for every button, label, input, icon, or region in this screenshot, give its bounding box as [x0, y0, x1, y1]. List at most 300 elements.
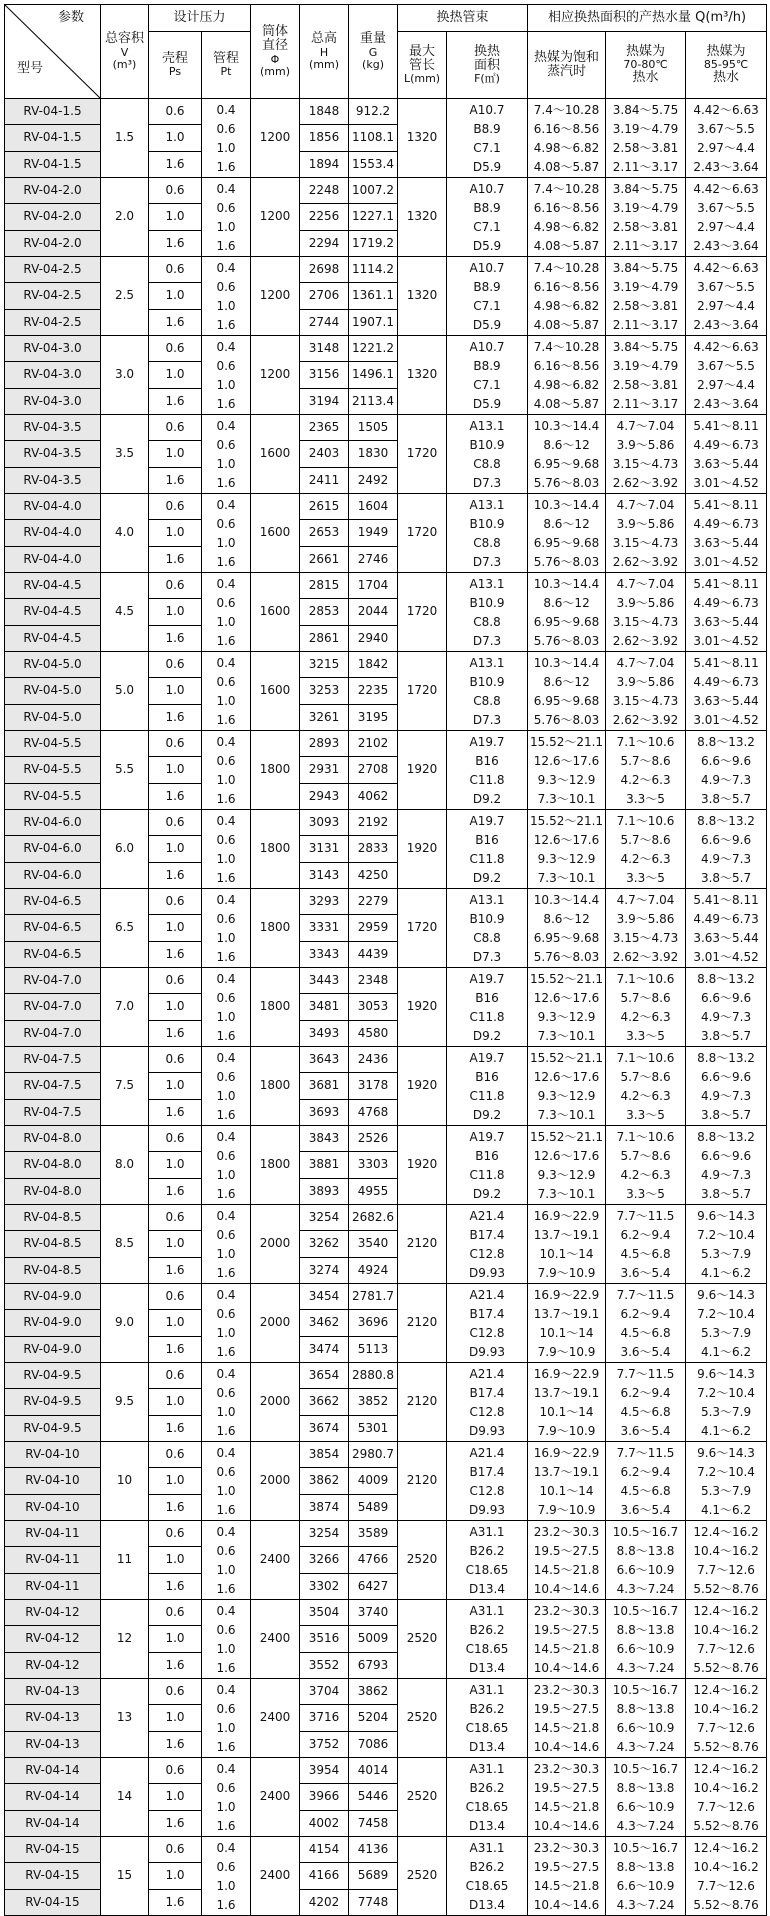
table-row [5, 257, 767, 283]
area-value: A13.1 [469, 497, 505, 512]
area-value: C8.8 [473, 930, 501, 945]
tube-pressure-value: 0.4 [216, 1445, 236, 1460]
area-value: D5.9 [472, 396, 502, 411]
area-cell [447, 257, 528, 336]
steam-output-cell [528, 1679, 606, 1758]
tube-pressure-value: 0.6 [216, 437, 236, 452]
area-cell [447, 731, 528, 810]
tube-pressure-value: 0.6 [216, 1543, 236, 1558]
model-cell: RV-04-4.0 [5, 494, 101, 520]
steam-output-cell [528, 1363, 606, 1442]
area-cell [447, 968, 528, 1047]
w2-value: 3.67～5.5 [697, 200, 755, 215]
height-cell: 2653 [300, 520, 349, 546]
height-cell: 2256 [300, 204, 349, 230]
height-cell: 4202 [300, 1889, 349, 1915]
area-value: C8.8 [473, 535, 501, 550]
diameter-cell: 1800 [251, 731, 300, 810]
area-value: D9.2 [472, 1028, 502, 1043]
tube-pressure-cell [202, 1205, 251, 1284]
steam-value: 23.2～30.3 [533, 1682, 600, 1697]
w2-value: 6.6～9.6 [700, 1148, 752, 1163]
height-cell: 3681 [300, 1073, 349, 1099]
table-row [5, 336, 767, 362]
area-header: 换热 面积 F(㎡) [447, 32, 528, 99]
w2-value: 5.3～7.9 [700, 1246, 752, 1261]
w2-value: 4.42～6.63 [693, 102, 759, 117]
area-cell [447, 1284, 528, 1363]
weight-cell: 1949 [349, 520, 398, 546]
tube-pressure-value: 1.0 [216, 1088, 236, 1103]
tube-pressure-value: 1.6 [216, 949, 236, 964]
weight-cell: 4924 [349, 1257, 398, 1283]
w1-value: 2.62～3.92 [612, 554, 679, 569]
w2-value: 9.6～14.3 [697, 1366, 755, 1381]
model-cell: RV-04-11 [5, 1573, 101, 1599]
shell-pressure-cell: 0.6 [149, 731, 202, 757]
w1-value: 8.8～13.8 [616, 1859, 675, 1874]
diameter-header: 筒体 直径 Φ (mm) [251, 5, 300, 99]
steam-value: 4.08～5.87 [533, 159, 600, 174]
height-cell: 3331 [300, 915, 349, 941]
weight-cell: 3862 [349, 1679, 398, 1705]
tube-pressure-cell [202, 1126, 251, 1205]
shell-pressure-cell: 1.6 [149, 1020, 202, 1046]
steam-output-cell [528, 810, 606, 889]
tube-pressure-value: 1.6 [216, 1423, 236, 1438]
max-length-cell: 1920 [398, 1047, 447, 1126]
water-85-95-output-header: 热媒为 85-95℃ 热水 [686, 32, 767, 99]
w1-value: 2.62～3.92 [612, 949, 679, 964]
area-value: A19.7 [469, 1050, 505, 1065]
w2-value: 3.63～5.44 [693, 535, 759, 550]
w1-value: 4.2～6.3 [620, 1167, 671, 1182]
weight-cell: 3195 [349, 704, 398, 730]
area-value: C18.65 [465, 1799, 509, 1814]
tube-pressure-value: 1.0 [216, 219, 236, 234]
shell-pressure-cell: 1.0 [149, 1310, 202, 1336]
shell-pressure-cell: 1.0 [149, 678, 202, 704]
model-cell: RV-04-14 [5, 1784, 101, 1810]
tube-pressure-value: 0.4 [216, 1603, 236, 1618]
table-row [5, 1837, 767, 1863]
w1-value: 4.5～6.8 [620, 1325, 671, 1340]
w1-value: 2.58～3.81 [612, 219, 679, 234]
tube-pressure-value: 0.4 [216, 1129, 236, 1144]
w1-value: 4.5～6.8 [620, 1483, 671, 1498]
shell-pressure-cell: 0.6 [149, 810, 202, 836]
max-length-cell: 1320 [398, 336, 447, 415]
shell-pressure-cell: 1.0 [149, 204, 202, 230]
steam-value: 8.6～12 [543, 674, 590, 689]
w1-output-cell [606, 1126, 686, 1205]
shell-pressure-cell: 0.6 [149, 1442, 202, 1468]
area-value: A13.1 [469, 655, 505, 670]
w1-output-cell [606, 1205, 686, 1284]
weight-cell: 3740 [349, 1600, 398, 1626]
tube-pressure-value: 1.0 [216, 377, 236, 392]
steam-output-cell [528, 415, 606, 494]
steam-value: 7.3～10.1 [537, 791, 596, 806]
height-cell: 2248 [300, 178, 349, 204]
tube-pressure-value: 0.6 [216, 753, 236, 768]
shell-pressure-cell: 0.6 [149, 1363, 202, 1389]
height-cell: 3881 [300, 1152, 349, 1178]
steam-value: 6.16～8.56 [533, 121, 600, 136]
model-cell: RV-04-2.5 [5, 283, 101, 309]
model-cell: RV-04-6.0 [5, 836, 101, 862]
volume-cell: 2.0 [101, 178, 149, 257]
w2-value: 4.9～7.3 [700, 851, 752, 866]
tube-pressure-value: 0.6 [216, 1780, 236, 1795]
diameter-cell: 1800 [251, 810, 300, 889]
max-length-cell: 1920 [398, 810, 447, 889]
area-value: A21.4 [469, 1208, 505, 1223]
area-cell [447, 810, 528, 889]
w1-value: 5.7～8.6 [620, 990, 671, 1005]
weight-cell: 2235 [349, 678, 398, 704]
w2-value: 10.4～16.2 [693, 1701, 759, 1716]
corner-header [5, 5, 101, 99]
area-value: A21.4 [469, 1287, 505, 1302]
shell-pressure-cell: 1.6 [149, 230, 202, 256]
w2-output-cell [686, 810, 767, 889]
w2-value: 3.8～5.7 [700, 1186, 752, 1201]
w1-value: 4.5～6.8 [620, 1246, 671, 1261]
w2-value: 8.8～13.2 [697, 1129, 755, 1144]
w1-value: 10.5～16.7 [612, 1840, 679, 1855]
max-length-cell: 2120 [398, 1284, 447, 1363]
height-cell: 3654 [300, 1363, 349, 1389]
area-value: D13.4 [469, 1818, 505, 1833]
steam-output-cell [528, 1837, 606, 1916]
area-value: B16 [475, 990, 499, 1005]
w1-value: 3.3～5 [626, 870, 665, 885]
tube-pressure-cell [202, 257, 251, 336]
w1-value: 4.3～7.24 [616, 1897, 675, 1912]
table-row [5, 99, 767, 125]
w1-value: 3.9～5.86 [616, 437, 675, 452]
tube-pressure-value: 0.4 [216, 418, 236, 433]
area-value: C18.65 [465, 1562, 509, 1577]
steam-value: 16.9～22.9 [533, 1287, 600, 1302]
model-cell: RV-04-3.0 [5, 362, 101, 388]
w2-value: 8.8～13.2 [697, 734, 755, 749]
steam-value: 10.4～14.6 [533, 1818, 600, 1833]
shell-pressure-cell: 1.0 [149, 1705, 202, 1731]
height-cell: 3274 [300, 1257, 349, 1283]
weight-cell: 5204 [349, 1705, 398, 1731]
w2-value: 8.8～13.2 [697, 1050, 755, 1065]
steam-value: 5.76～8.03 [533, 949, 600, 964]
height-cell: 3874 [300, 1494, 349, 1520]
w1-value: 6.6～10.9 [616, 1878, 675, 1893]
weight-cell: 2102 [349, 731, 398, 757]
tube-pressure-value: 0.4 [216, 734, 236, 749]
w2-value: 8.8～13.2 [697, 971, 755, 986]
shell-pressure-cell: 0.6 [149, 889, 202, 915]
w2-value: 6.6～9.6 [700, 832, 752, 847]
w2-value: 4.1～6.2 [700, 1344, 752, 1359]
weight-cell: 5301 [349, 1415, 398, 1441]
diameter-cell: 2400 [251, 1837, 300, 1916]
steam-value: 13.7～19.1 [533, 1306, 600, 1321]
w1-value: 3.19～4.79 [612, 121, 679, 136]
w1-value: 4.2～6.3 [620, 772, 671, 787]
w2-value: 5.41～8.11 [693, 892, 759, 907]
w2-value: 4.1～6.2 [700, 1423, 752, 1438]
steam-value: 7.3～10.1 [537, 1186, 596, 1201]
w1-value: 8.8～13.8 [616, 1780, 675, 1795]
w1-value: 3.84～5.75 [612, 260, 679, 275]
shell-pressure-cell: 1.0 [149, 1231, 202, 1257]
weight-cell: 4580 [349, 1020, 398, 1046]
shell-pressure-cell: 1.6 [149, 1494, 202, 1520]
w2-value: 7.2～10.4 [697, 1227, 755, 1242]
w1-value: 3.6～5.4 [620, 1344, 671, 1359]
model-cell: RV-04-12 [5, 1626, 101, 1652]
tube-pressure-cell [202, 889, 251, 968]
weight-cell: 1907.1 [349, 309, 398, 335]
steam-value: 14.5～21.8 [533, 1878, 600, 1893]
corner-params-label: 参数 [57, 10, 84, 25]
tube-pressure-value: 0.6 [216, 516, 236, 531]
area-value: C12.8 [469, 1483, 505, 1498]
tube-pressure-value: 0.6 [216, 911, 236, 926]
area-value: B10.9 [469, 595, 505, 610]
w2-output-cell [686, 1837, 767, 1916]
steam-output-cell [528, 652, 606, 731]
table-row [5, 1205, 767, 1231]
max-length-cell: 1920 [398, 1126, 447, 1205]
w1-value: 3.9～5.86 [616, 674, 675, 689]
corner-model-label: 型号 [17, 60, 44, 76]
model-cell: RV-04-13 [5, 1679, 101, 1705]
steam-output-cell [528, 1521, 606, 1600]
w2-output-cell [686, 889, 767, 968]
steam-value: 15.52～21.1 [529, 734, 604, 749]
height-cell: 3253 [300, 678, 349, 704]
w1-value: 2.62～3.92 [612, 475, 679, 490]
w2-value: 5.52～8.76 [693, 1739, 759, 1754]
w2-value: 2.43～3.64 [693, 396, 759, 411]
height-cell: 3131 [300, 836, 349, 862]
volume-cell: 3.0 [101, 336, 149, 415]
w1-value: 3.19～4.79 [612, 358, 679, 373]
steam-value: 14.5～21.8 [533, 1720, 600, 1735]
steam-value: 5.76～8.03 [533, 633, 600, 648]
table-body [5, 99, 767, 1916]
diameter-cell: 1200 [251, 257, 300, 336]
weight-cell: 1108.1 [349, 125, 398, 151]
w1-output-cell [606, 1442, 686, 1521]
max-length-cell: 1720 [398, 889, 447, 968]
steam-output-cell [528, 1758, 606, 1837]
tube-pressure-value: 1.0 [216, 1325, 236, 1340]
volume-cell: 4.5 [101, 573, 149, 652]
shell-pressure-cell: 1.0 [149, 1863, 202, 1889]
weight-cell: 6793 [349, 1652, 398, 1678]
w2-value: 4.9～7.3 [700, 772, 752, 787]
steam-value: 7.9～10.9 [537, 1502, 596, 1517]
volume-cell: 10 [101, 1442, 149, 1521]
w2-value: 3.8～5.7 [700, 870, 752, 885]
tube-pressure-cell [202, 1363, 251, 1442]
w1-output-cell [606, 1284, 686, 1363]
area-value: D7.3 [472, 712, 502, 727]
tube-pressure-value: 0.6 [216, 121, 236, 136]
area-value: A31.1 [469, 1682, 505, 1697]
shell-pressure-cell: 0.6 [149, 1047, 202, 1073]
area-value: A10.7 [469, 260, 505, 275]
w2-value: 12.4～16.2 [693, 1840, 759, 1855]
model-cell: RV-04-5.5 [5, 731, 101, 757]
tube-pressure-value: 0.6 [216, 990, 236, 1005]
model-cell: RV-04-5.0 [5, 678, 101, 704]
w1-value: 10.5～16.7 [612, 1524, 679, 1539]
tube-pressure-value: 0.4 [216, 339, 236, 354]
steam-output-header: 热媒为饱和 蒸汽时 [528, 32, 606, 99]
w1-value: 7.7～11.5 [616, 1287, 675, 1302]
w2-output-cell [686, 257, 767, 336]
tube-pressure-value: 0.4 [216, 971, 236, 986]
steam-value: 6.95～9.68 [533, 930, 600, 945]
steam-value: 4.98～6.82 [533, 377, 600, 392]
shell-pressure-cell: 0.6 [149, 99, 202, 125]
table-row [5, 415, 767, 441]
max-length-cell: 2120 [398, 1205, 447, 1284]
tube-pressure-value: 0.6 [216, 595, 236, 610]
tube-pressure-cell [202, 494, 251, 573]
w1-value: 3.6～5.4 [620, 1265, 671, 1280]
tube-pressure-value: 0.4 [216, 497, 236, 512]
steam-value: 5.76～8.03 [533, 475, 600, 490]
w1-value: 6.6～10.9 [616, 1720, 675, 1735]
model-cell: RV-04-10 [5, 1468, 101, 1494]
tube-pressure-value: 0.4 [216, 1524, 236, 1539]
tube-pressure-value: 1.0 [216, 1483, 236, 1498]
max-length-cell: 1720 [398, 652, 447, 731]
diameter-cell: 2400 [251, 1600, 300, 1679]
volume-cell: 8.5 [101, 1205, 149, 1284]
area-value: D9.93 [469, 1265, 505, 1280]
shell-pressure-cell: 1.6 [149, 1810, 202, 1836]
w1-value: 3.9～5.86 [616, 911, 675, 926]
w1-output-cell [606, 573, 686, 652]
area-cell [447, 1758, 528, 1837]
steam-output-cell [528, 336, 606, 415]
area-cell [447, 1047, 528, 1126]
tube-pressure-value: 1.6 [216, 554, 236, 569]
height-cell: 3254 [300, 1205, 349, 1231]
volume-cell: 8.0 [101, 1126, 149, 1205]
steam-value: 10.1～14 [539, 1325, 594, 1340]
shell-pressure-cell: 1.6 [149, 783, 202, 809]
weight-cell: 7086 [349, 1731, 398, 1757]
w2-value: 4.9～7.3 [700, 1088, 752, 1103]
tube-pressure-value: 1.6 [216, 475, 236, 490]
model-cell: RV-04-8.0 [5, 1126, 101, 1152]
shell-pressure-header: 壳程 Ps [149, 32, 202, 99]
tube-pressure-value: 0.6 [216, 358, 236, 373]
max-length-header: 最大 管长 L(mm) [398, 32, 447, 99]
model-cell: RV-04-7.0 [5, 968, 101, 994]
height-cell: 3674 [300, 1415, 349, 1441]
w2-value: 4.42～6.63 [693, 181, 759, 196]
steam-value: 16.9～22.9 [533, 1208, 600, 1223]
w2-value: 3.63～5.44 [693, 614, 759, 629]
area-value: D9.2 [472, 1186, 502, 1201]
w1-value: 6.2～9.4 [620, 1306, 671, 1321]
shell-pressure-cell: 0.6 [149, 1126, 202, 1152]
max-length-cell: 1920 [398, 731, 447, 810]
area-cell [447, 1205, 528, 1284]
shell-pressure-cell: 0.6 [149, 178, 202, 204]
w2-output-cell [686, 415, 767, 494]
tube-pressure-value: 1.0 [216, 851, 236, 866]
w1-value: 4.3～7.24 [616, 1818, 675, 1833]
steam-value: 6.16～8.56 [533, 358, 600, 373]
w1-value: 4.7～7.04 [616, 497, 675, 512]
w2-output-cell [686, 178, 767, 257]
shell-pressure-cell: 0.6 [149, 1679, 202, 1705]
weight-cell: 2833 [349, 836, 398, 862]
tube-pressure-value: 0.6 [216, 1385, 236, 1400]
diameter-cell: 2400 [251, 1758, 300, 1837]
w2-value: 5.41～8.11 [693, 497, 759, 512]
diameter-cell: 1600 [251, 415, 300, 494]
steam-value: 14.5～21.8 [533, 1641, 600, 1656]
shell-pressure-cell: 1.0 [149, 915, 202, 941]
area-value: B26.2 [469, 1859, 505, 1874]
steam-value: 15.52～21.1 [529, 971, 604, 986]
shell-pressure-cell: 1.0 [149, 125, 202, 151]
height-cell: 2411 [300, 467, 349, 493]
steam-value: 7.3～10.1 [537, 1107, 596, 1122]
steam-value: 5.76～8.03 [533, 554, 600, 569]
weight-cell: 2980.7 [349, 1442, 398, 1468]
weight-cell: 1114.2 [349, 257, 398, 283]
tube-pressure-cell [202, 1758, 251, 1837]
w1-output-cell [606, 1837, 686, 1916]
w2-output-cell [686, 1284, 767, 1363]
steam-value: 8.6～12 [543, 516, 590, 531]
steam-value: 4.98～6.82 [533, 219, 600, 234]
shell-pressure-cell: 1.6 [149, 1652, 202, 1678]
steam-value: 7.9～10.9 [537, 1265, 596, 1280]
w2-value: 4.49～6.73 [693, 674, 759, 689]
weight-cell: 4768 [349, 1099, 398, 1125]
weight-cell: 4009 [349, 1468, 398, 1494]
height-cell: 3954 [300, 1758, 349, 1784]
model-cell: RV-04-6.5 [5, 915, 101, 941]
max-length-cell: 1720 [398, 415, 447, 494]
volume-cell: 14 [101, 1758, 149, 1837]
shell-pressure-cell: 1.6 [149, 1731, 202, 1757]
tube-pressure-value: 1.0 [216, 1167, 236, 1182]
steam-value: 12.6～17.6 [533, 1069, 600, 1084]
shell-pressure-cell: 0.6 [149, 494, 202, 520]
steam-value: 7.3～10.1 [537, 1028, 596, 1043]
model-cell: RV-04-10 [5, 1442, 101, 1468]
volume-cell: 7.5 [101, 1047, 149, 1126]
weight-cell: 1361.1 [349, 283, 398, 309]
volume-cell: 3.5 [101, 415, 149, 494]
w2-value: 7.7～12.6 [697, 1799, 755, 1814]
area-value: B26.2 [469, 1701, 505, 1716]
steam-value: 7.9～10.9 [537, 1344, 596, 1359]
weight-cell: 5113 [349, 1336, 398, 1362]
